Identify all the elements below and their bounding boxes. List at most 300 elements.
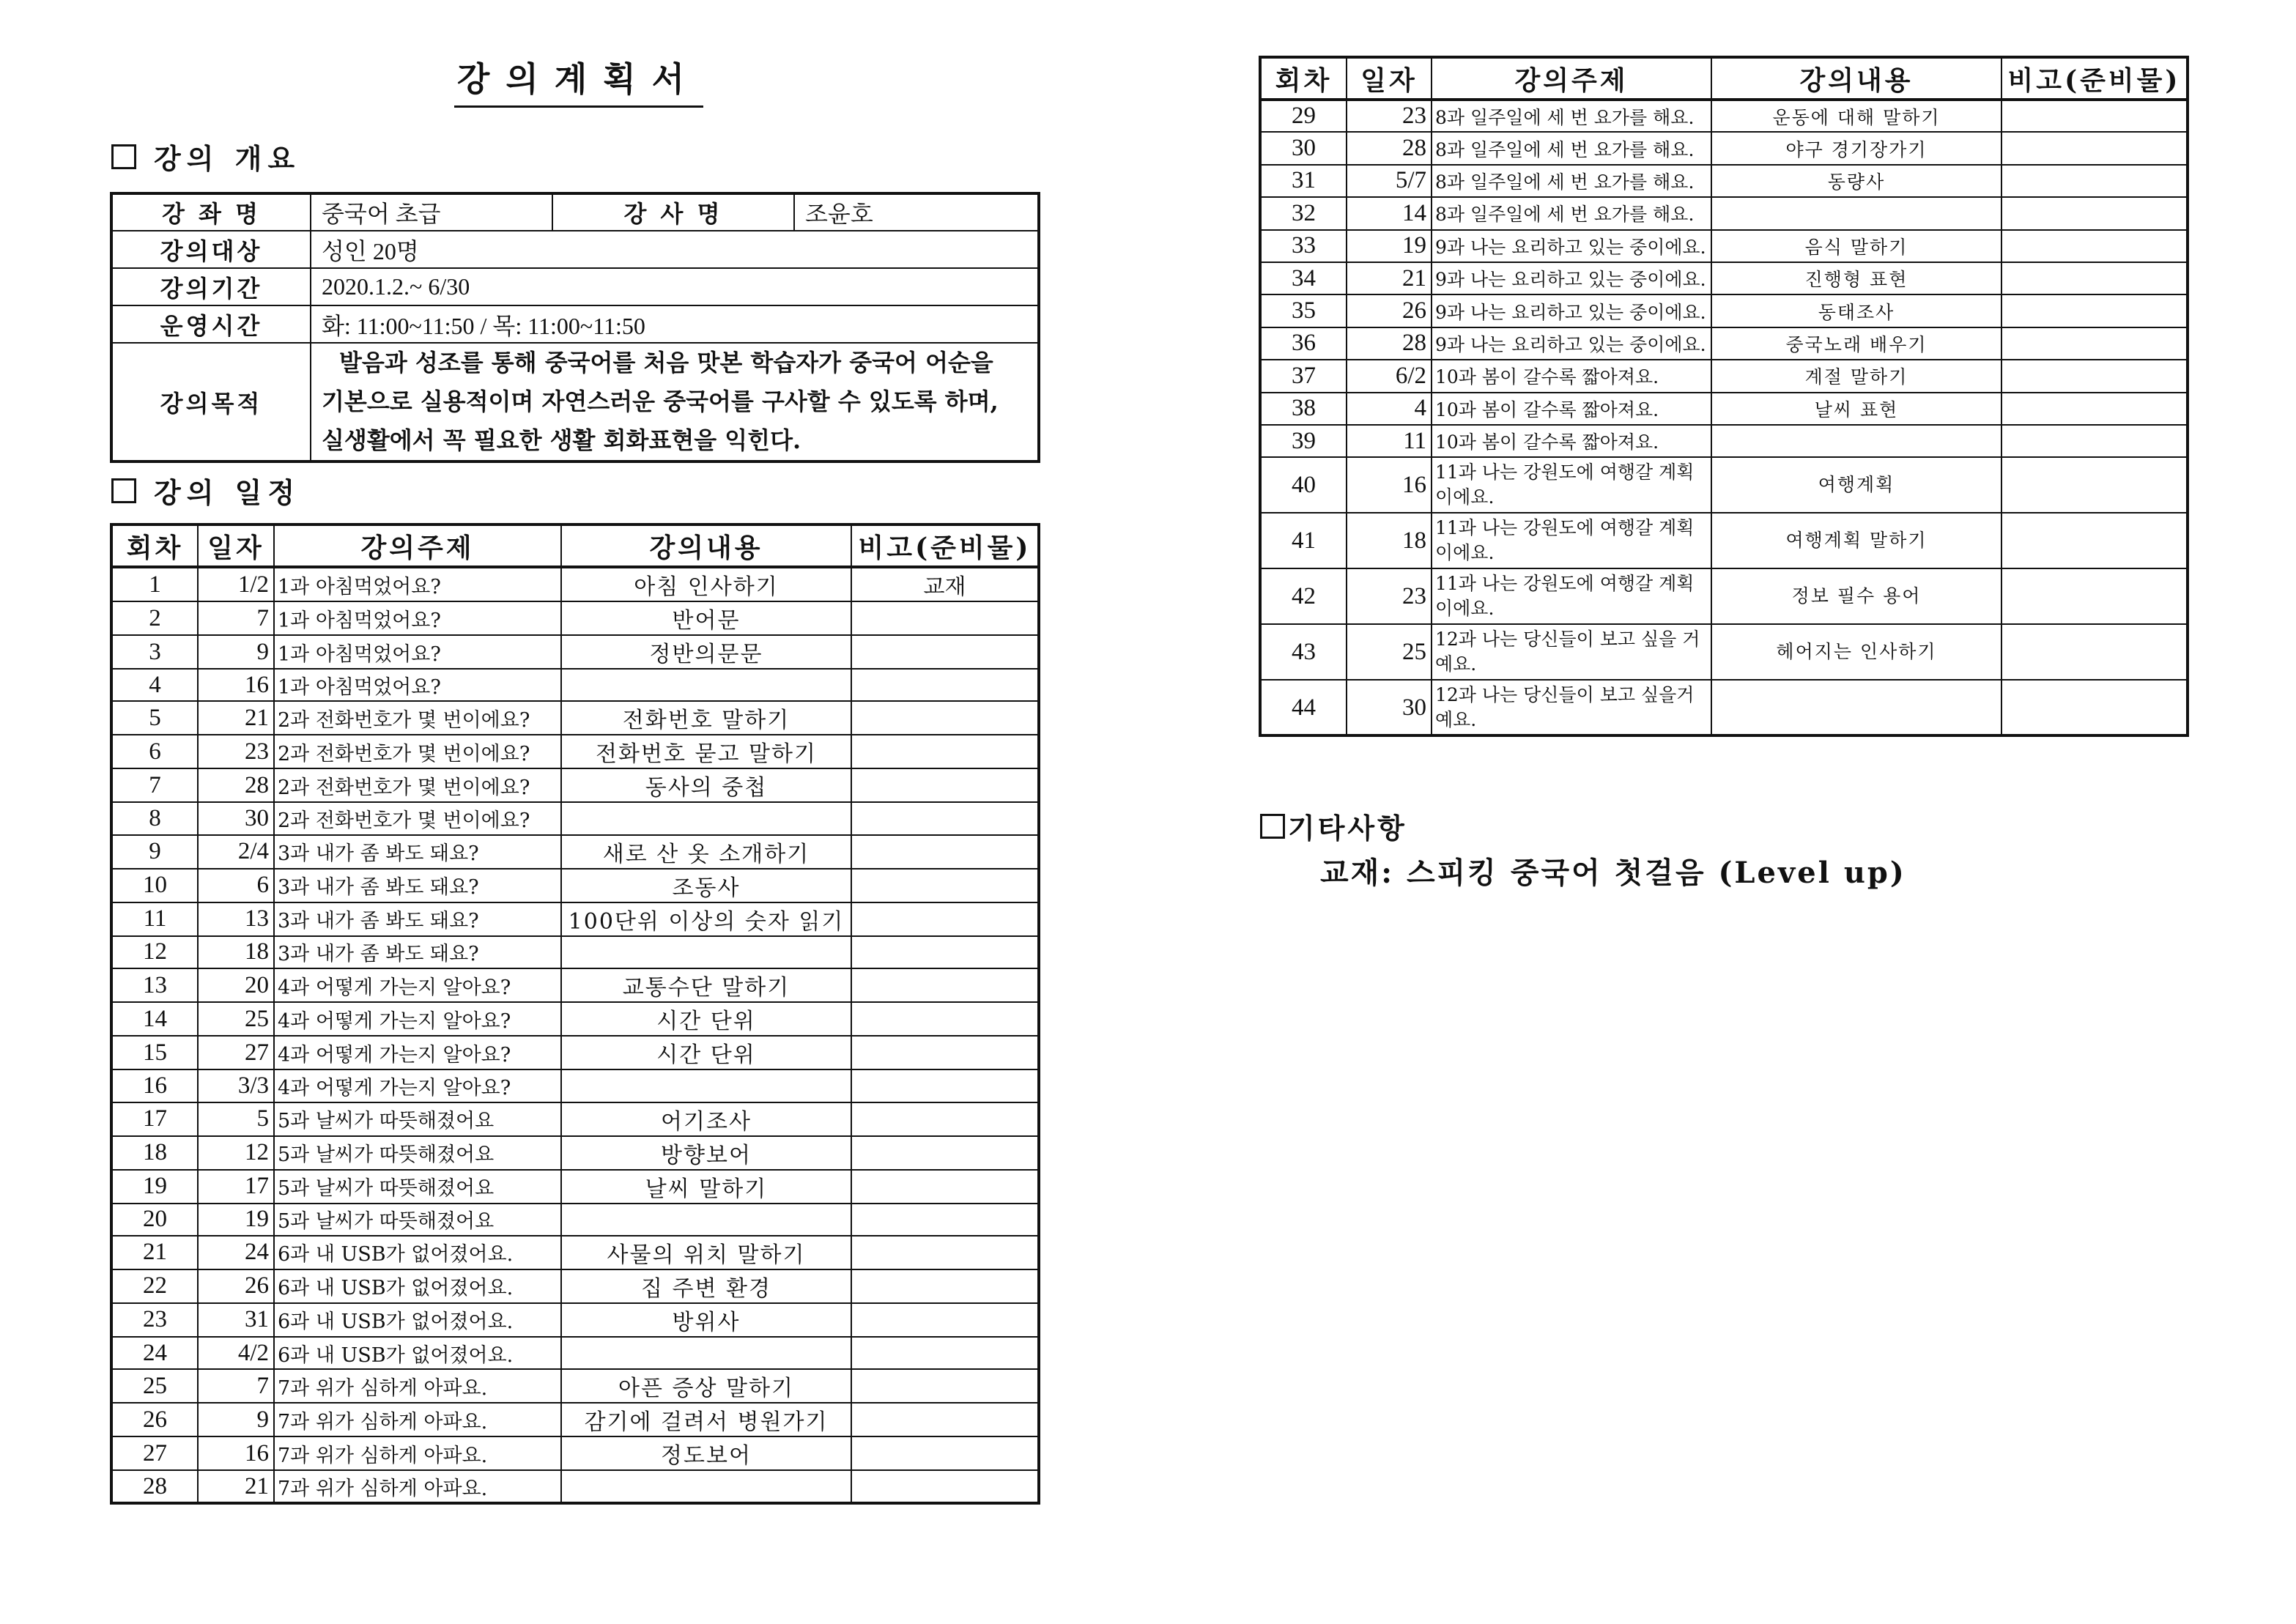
cell-note [2001, 425, 2188, 457]
cell-content: 진행형 표현 [1711, 262, 2001, 294]
column-header-topic: 강의주제 [1432, 57, 1711, 100]
cell-topic: 10과 봄이 갈수록 짧아져요. [1432, 360, 1711, 392]
cell-topic: 8과 일주일에 세 번 요가를 해요. [1432, 165, 1711, 197]
cell-date: 18 [198, 936, 274, 968]
cell-topic: 5과 날씨가 따뜻해졌어요 [274, 1170, 561, 1204]
table-row [111, 1436, 1039, 1470]
cell-note [851, 1204, 1039, 1236]
cell-date: 24 [198, 1236, 274, 1269]
cell-no: 29 [1260, 100, 1347, 132]
cell-date: 19 [198, 1204, 274, 1236]
cell-content: 방위사 [561, 1303, 851, 1337]
cell-topic: 9과 나는 요리하고 있는 중이에요. [1432, 327, 1711, 360]
cell-date: 28 [198, 768, 274, 802]
cell-no: 2 [111, 601, 198, 635]
cell-no: 15 [111, 1036, 198, 1069]
cell-date: 23 [198, 735, 274, 768]
cell-date: 7 [198, 601, 274, 635]
cell-note [2001, 294, 2188, 327]
table-row [111, 1470, 1039, 1502]
course-value: 중국어 초급 [311, 193, 552, 231]
cell-note [851, 635, 1039, 669]
cell-date: 7 [198, 1369, 274, 1403]
cell-content [561, 802, 851, 834]
table-row [111, 1069, 1039, 1102]
table-row [111, 802, 1039, 834]
table-row [1260, 165, 2188, 197]
cell-date: 23 [1347, 568, 1432, 624]
table-row [1260, 132, 2188, 164]
column-header-date: 일자 [1347, 57, 1432, 100]
column-header-note: 비고(준비물) [2001, 57, 2188, 100]
cell-date: 28 [1347, 327, 1432, 360]
cell-content: 운동에 대해 말하기 [1711, 100, 2001, 132]
time-value: 화: 11:00~11:50 / 목: 11:00~11:50 [311, 305, 1039, 343]
cell-content: 음식 말하기 [1711, 230, 2001, 262]
cell-no: 14 [111, 1002, 198, 1036]
cell-date: 5 [198, 1102, 274, 1136]
cell-no: 35 [1260, 294, 1347, 327]
cell-content: 조동사 [561, 869, 851, 902]
cell-date: 13 [198, 902, 274, 936]
cell-topic: 11과 나는 강원도에 여행갈 계획이에요. [1432, 513, 1711, 568]
cell-content [561, 1069, 851, 1102]
cell-date: 16 [198, 1436, 274, 1470]
table-row [111, 1403, 1039, 1436]
table-row [1260, 680, 2188, 735]
cell-no: 24 [111, 1337, 198, 1369]
cell-note [2001, 457, 2188, 513]
cell-no: 25 [111, 1369, 198, 1403]
cell-note [851, 1136, 1039, 1170]
cell-topic: 6과 내 USB가 없어졌어요. [274, 1236, 561, 1269]
table-row [1260, 230, 2188, 262]
cell-note [851, 1403, 1039, 1436]
checkbox-icon [111, 144, 136, 169]
cell-date: 12 [198, 1136, 274, 1170]
cell-note [851, 968, 1039, 1002]
cell-content: 방향보어 [561, 1136, 851, 1170]
table-row [1260, 513, 2188, 568]
cell-topic: 3과 내가 좀 봐도 돼요? [274, 835, 561, 869]
purpose-value [311, 343, 1039, 461]
cell-content: 감기에 걸려서 병원가기 [561, 1403, 851, 1436]
cell-content [561, 936, 851, 968]
time-label: 운영시간 [111, 305, 311, 343]
cell-content: 정도보어 [561, 1436, 851, 1470]
cell-topic: 3과 내가 좀 봐도 돼요? [274, 936, 561, 968]
cell-no: 11 [111, 902, 198, 936]
cell-note [851, 1102, 1039, 1136]
cell-note [851, 1303, 1039, 1337]
cell-note [851, 1269, 1039, 1303]
cell-no: 41 [1260, 513, 1347, 568]
schedule-heading [111, 470, 300, 511]
cell-content [1711, 197, 2001, 229]
cell-date: 31 [198, 1303, 274, 1337]
cell-note [851, 802, 1039, 834]
schedule-heading-label: 강의 일정 [154, 476, 301, 509]
table-row [111, 1002, 1039, 1036]
cell-no: 20 [111, 1204, 198, 1236]
cell-date: 21 [1347, 262, 1432, 294]
table-row [111, 567, 1039, 601]
cell-content [561, 669, 851, 701]
cell-date: 30 [198, 802, 274, 834]
cell-note [2001, 262, 2188, 294]
purpose-label: 강의목적 [111, 343, 311, 461]
cell-topic: 7과 위가 심하게 아파요. [274, 1436, 561, 1470]
cell-date: 17 [198, 1170, 274, 1204]
table-row [111, 968, 1039, 1002]
table-row [111, 1102, 1039, 1136]
table-row [111, 1036, 1039, 1069]
cell-content: 동량사 [1711, 165, 2001, 197]
table-row [1260, 294, 2188, 327]
purpose-line: 실생활에서 꼭 필요한 생활 회화표현을 익힌다. [322, 426, 801, 454]
cell-no: 37 [1260, 360, 1347, 392]
cell-note [851, 902, 1039, 936]
cell-no: 1 [111, 567, 198, 601]
table-row [1260, 393, 2188, 425]
table-row [111, 635, 1039, 669]
cell-note: 교재 [851, 567, 1039, 601]
cell-topic: 1과 아침먹었어요? [274, 567, 561, 601]
cell-topic: 5과 날씨가 따뜻해졌어요 [274, 1204, 561, 1236]
table-row [1260, 457, 2188, 513]
cell-no: 39 [1260, 425, 1347, 457]
cell-note [851, 601, 1039, 635]
cell-no: 36 [1260, 327, 1347, 360]
cell-content: 사물의 위치 말하기 [561, 1236, 851, 1269]
cell-note [851, 1002, 1039, 1036]
table-row [1260, 327, 2188, 360]
cell-topic: 9과 나는 요리하고 있는 중이에요. [1432, 262, 1711, 294]
cell-note [851, 701, 1039, 735]
cell-note [851, 1369, 1039, 1403]
column-header-no: 회차 [111, 524, 198, 567]
cell-content: 반어문 [561, 601, 851, 635]
cell-content [1711, 425, 2001, 457]
overview-table [110, 192, 1040, 463]
table-row [111, 1369, 1039, 1403]
cell-no: 26 [111, 1403, 198, 1436]
target-value: 성인 20명 [311, 231, 1039, 268]
table-row [111, 669, 1039, 701]
cell-note [2001, 624, 2188, 680]
cell-date: 16 [1347, 457, 1432, 513]
cell-note [851, 669, 1039, 701]
cell-content: 중국노래 배우기 [1711, 327, 2001, 360]
cell-no: 30 [1260, 132, 1347, 164]
cell-note [851, 735, 1039, 768]
cell-no: 10 [111, 869, 198, 902]
table-row [111, 902, 1039, 936]
misc-heading-label: 기타사항 [1288, 812, 1407, 845]
overview-heading [111, 136, 300, 177]
table-row [111, 1136, 1039, 1170]
purpose-line: 기본으로 실용적이며 자연스러운 중국어를 구사할 수 있도록 하며, [322, 388, 999, 415]
cell-no: 27 [111, 1436, 198, 1470]
cell-date: 18 [1347, 513, 1432, 568]
cell-content: 여행계획 말하기 [1711, 513, 2001, 568]
cell-note [2001, 165, 2188, 197]
cell-content: 시간 단위 [561, 1036, 851, 1069]
cell-content: 동사의 중첩 [561, 768, 851, 802]
instructor-value: 조윤호 [794, 193, 1039, 231]
cell-note [851, 869, 1039, 902]
cell-topic: 3과 내가 좀 봐도 돼요? [274, 869, 561, 902]
cell-note [2001, 393, 2188, 425]
purpose-line: 발음과 성조를 통해 중국어를 처음 맛본 학습자가 중국어 어순을 [339, 349, 993, 377]
cell-topic: 10과 봄이 갈수록 짧아져요. [1432, 393, 1711, 425]
cell-content: 동태조사 [1711, 294, 2001, 327]
cell-date: 25 [198, 1002, 274, 1036]
cell-note [851, 1236, 1039, 1269]
cell-topic: 7과 위가 심하게 아파요. [274, 1369, 561, 1403]
cell-content: 아픈 증상 말하기 [561, 1369, 851, 1403]
cell-topic: 6과 내 USB가 없어졌어요. [274, 1337, 561, 1369]
cell-date: 30 [1347, 680, 1432, 735]
cell-content [561, 1470, 851, 1502]
cell-date: 5/7 [1347, 165, 1432, 197]
cell-no: 4 [111, 669, 198, 701]
table-row [1260, 197, 2188, 229]
cell-topic: 1과 아침먹었어요? [274, 635, 561, 669]
cell-note [851, 768, 1039, 802]
cell-date: 2/4 [198, 835, 274, 869]
cell-topic: 5과 날씨가 따뜻해졌어요 [274, 1102, 561, 1136]
table-row [1260, 100, 2188, 132]
cell-note [2001, 197, 2188, 229]
cell-note [851, 936, 1039, 968]
cell-topic: 2과 전화번호가 몇 번이에요? [274, 735, 561, 768]
cell-content: 정반의문문 [561, 635, 851, 669]
cell-content: 어기조사 [561, 1102, 851, 1136]
cell-date: 9 [198, 635, 274, 669]
table-row [111, 936, 1039, 968]
cell-date: 6/2 [1347, 360, 1432, 392]
cell-no: 38 [1260, 393, 1347, 425]
table-row [1260, 360, 2188, 392]
cell-no: 31 [1260, 165, 1347, 197]
cell-date: 6 [198, 869, 274, 902]
cell-no: 40 [1260, 457, 1347, 513]
cell-no: 9 [111, 835, 198, 869]
table-row [111, 701, 1039, 735]
cell-content: 날씨 표현 [1711, 393, 2001, 425]
cell-date: 11 [1347, 425, 1432, 457]
cell-note [851, 1170, 1039, 1204]
checkbox-icon [1260, 814, 1285, 839]
table-row [111, 1236, 1039, 1269]
page-title: 강의계획서 [454, 53, 703, 108]
cell-topic: 11과 나는 강원도에 여행갈 계획이에요. [1432, 457, 1711, 513]
cell-date: 14 [1347, 197, 1432, 229]
cell-topic: 4과 어떻게 가는지 알아요? [274, 1069, 561, 1102]
cell-content [1711, 680, 2001, 735]
table-row [111, 1204, 1039, 1236]
cell-content: 야구 경기장가기 [1711, 132, 2001, 164]
schedule-table-right [1259, 56, 2189, 737]
instructor-label: 강 사 명 [552, 193, 794, 231]
cell-topic: 10과 봄이 갈수록 짧아져요. [1432, 425, 1711, 457]
cell-note [2001, 327, 2188, 360]
misc-text: 교재: 스피킹 중국어 첫걸음 (Level up) [1320, 856, 1906, 890]
cell-no: 8 [111, 802, 198, 834]
course-label: 강 좌 명 [111, 193, 311, 231]
cell-topic: 6과 내 USB가 없어졌어요. [274, 1303, 561, 1337]
cell-no: 12 [111, 936, 198, 968]
cell-note [2001, 680, 2188, 735]
cell-date: 4/2 [198, 1337, 274, 1369]
cell-no: 28 [111, 1470, 198, 1502]
cell-topic: 4과 어떻게 가는지 알아요? [274, 968, 561, 1002]
cell-date: 3/3 [198, 1069, 274, 1102]
cell-date: 25 [1347, 624, 1432, 680]
cell-date: 19 [1347, 230, 1432, 262]
cell-note [2001, 132, 2188, 164]
cell-content [561, 1204, 851, 1236]
table-row [111, 1303, 1039, 1337]
cell-content: 전화번호 묻고 말하기 [561, 735, 851, 768]
cell-topic: 3과 내가 좀 봐도 돼요? [274, 902, 561, 936]
cell-date: 1/2 [198, 567, 274, 601]
column-header-content: 강의내용 [561, 524, 851, 567]
cell-note [2001, 568, 2188, 624]
cell-date: 21 [198, 1470, 274, 1502]
table-row [111, 869, 1039, 902]
cell-date: 20 [198, 968, 274, 1002]
cell-topic: 8과 일주일에 세 번 요가를 해요. [1432, 197, 1711, 229]
table-row [111, 1337, 1039, 1369]
cell-date: 16 [198, 669, 274, 701]
misc-heading [1260, 806, 1407, 846]
cell-date: 28 [1347, 132, 1432, 164]
cell-content: 정보 필수 용어 [1711, 568, 2001, 624]
cell-content: 전화번호 말하기 [561, 701, 851, 735]
cell-note [2001, 230, 2188, 262]
cell-topic: 4과 어떻게 가는지 알아요? [274, 1002, 561, 1036]
cell-content: 날씨 말하기 [561, 1170, 851, 1204]
cell-topic: 8과 일주일에 세 번 요가를 해요. [1432, 132, 1711, 164]
cell-topic: 2과 전화번호가 몇 번이에요? [274, 701, 561, 735]
cell-note [851, 1337, 1039, 1369]
cell-note [2001, 360, 2188, 392]
cell-topic: 4과 어떻게 가는지 알아요? [274, 1036, 561, 1069]
column-header-date: 일자 [198, 524, 274, 567]
cell-no: 21 [111, 1236, 198, 1269]
cell-topic: 1과 아침먹었어요? [274, 669, 561, 701]
cell-content: 시간 단위 [561, 1002, 851, 1036]
cell-note [851, 1470, 1039, 1502]
column-header-topic: 강의주제 [274, 524, 561, 567]
cell-topic: 2과 전화번호가 몇 번이에요? [274, 768, 561, 802]
cell-no: 3 [111, 635, 198, 669]
cell-no: 44 [1260, 680, 1347, 735]
column-header-no: 회차 [1260, 57, 1347, 100]
table-row [111, 768, 1039, 802]
cell-topic: 12과 나는 당신들이 보고 싶을 거예요. [1432, 624, 1711, 680]
cell-date: 23 [1347, 100, 1432, 132]
cell-topic: 9과 나는 요리하고 있는 중이에요. [1432, 230, 1711, 262]
cell-topic: 8과 일주일에 세 번 요가를 해요. [1432, 100, 1711, 132]
period-value: 2020.1.2.~ 6/30 [311, 268, 1039, 305]
cell-note [851, 1036, 1039, 1069]
cell-topic: 2과 전화번호가 몇 번이에요? [274, 802, 561, 834]
cell-no: 22 [111, 1269, 198, 1303]
cell-note [851, 1069, 1039, 1102]
cell-topic: 7과 위가 심하게 아파요. [274, 1470, 561, 1502]
checkbox-icon [111, 478, 136, 503]
cell-topic: 6과 내 USB가 없어졌어요. [274, 1269, 561, 1303]
table-row [111, 1269, 1039, 1303]
cell-content: 새로 산 옷 소개하기 [561, 835, 851, 869]
cell-topic: 7과 위가 심하게 아파요. [274, 1403, 561, 1436]
cell-no: 5 [111, 701, 198, 735]
cell-no: 34 [1260, 262, 1347, 294]
table-row [111, 601, 1039, 635]
cell-no: 19 [111, 1170, 198, 1204]
target-label: 강의대상 [111, 231, 311, 268]
column-header-content: 강의내용 [1711, 57, 2001, 100]
cell-content: 100단위 이상의 숫자 읽기 [561, 902, 851, 936]
cell-content: 교통수단 말하기 [561, 968, 851, 1002]
cell-date: 26 [198, 1269, 274, 1303]
cell-no: 23 [111, 1303, 198, 1337]
cell-topic: 5과 날씨가 따뜻해졌어요 [274, 1136, 561, 1170]
table-row [111, 1170, 1039, 1204]
cell-note [851, 835, 1039, 869]
table-row [1260, 425, 2188, 457]
table-row [1260, 568, 2188, 624]
cell-topic: 1과 아침먹었어요? [274, 601, 561, 635]
overview-heading-label: 강의 개요 [154, 142, 301, 175]
cell-content: 아침 인사하기 [561, 567, 851, 601]
cell-note [851, 1436, 1039, 1470]
cell-no: 16 [111, 1069, 198, 1102]
cell-topic: 11과 나는 강원도에 여행갈 계획이에요. [1432, 568, 1711, 624]
table-row [1260, 624, 2188, 680]
cell-note [2001, 513, 2188, 568]
table-row [111, 735, 1039, 768]
cell-date: 4 [1347, 393, 1432, 425]
cell-content [561, 1337, 851, 1369]
cell-no: 32 [1260, 197, 1347, 229]
cell-no: 13 [111, 968, 198, 1002]
cell-date: 27 [198, 1036, 274, 1069]
cell-topic: 9과 나는 요리하고 있는 중이에요. [1432, 294, 1711, 327]
cell-no: 6 [111, 735, 198, 768]
cell-no: 18 [111, 1136, 198, 1170]
cell-no: 17 [111, 1102, 198, 1136]
cell-note [2001, 100, 2188, 132]
cell-content: 헤어지는 인사하기 [1711, 624, 2001, 680]
table-row [1260, 262, 2188, 294]
period-label: 강의기간 [111, 268, 311, 305]
cell-content: 계절 말하기 [1711, 360, 2001, 392]
cell-no: 42 [1260, 568, 1347, 624]
cell-content: 집 주변 환경 [561, 1269, 851, 1303]
cell-date: 9 [198, 1403, 274, 1436]
cell-content: 여행계획 [1711, 457, 2001, 513]
table-row [111, 835, 1039, 869]
cell-date: 21 [198, 701, 274, 735]
cell-no: 43 [1260, 624, 1347, 680]
cell-topic: 12과 나는 당신들이 보고 싶을거예요. [1432, 680, 1711, 735]
cell-no: 33 [1260, 230, 1347, 262]
column-header-note: 비고(준비물) [851, 524, 1039, 567]
